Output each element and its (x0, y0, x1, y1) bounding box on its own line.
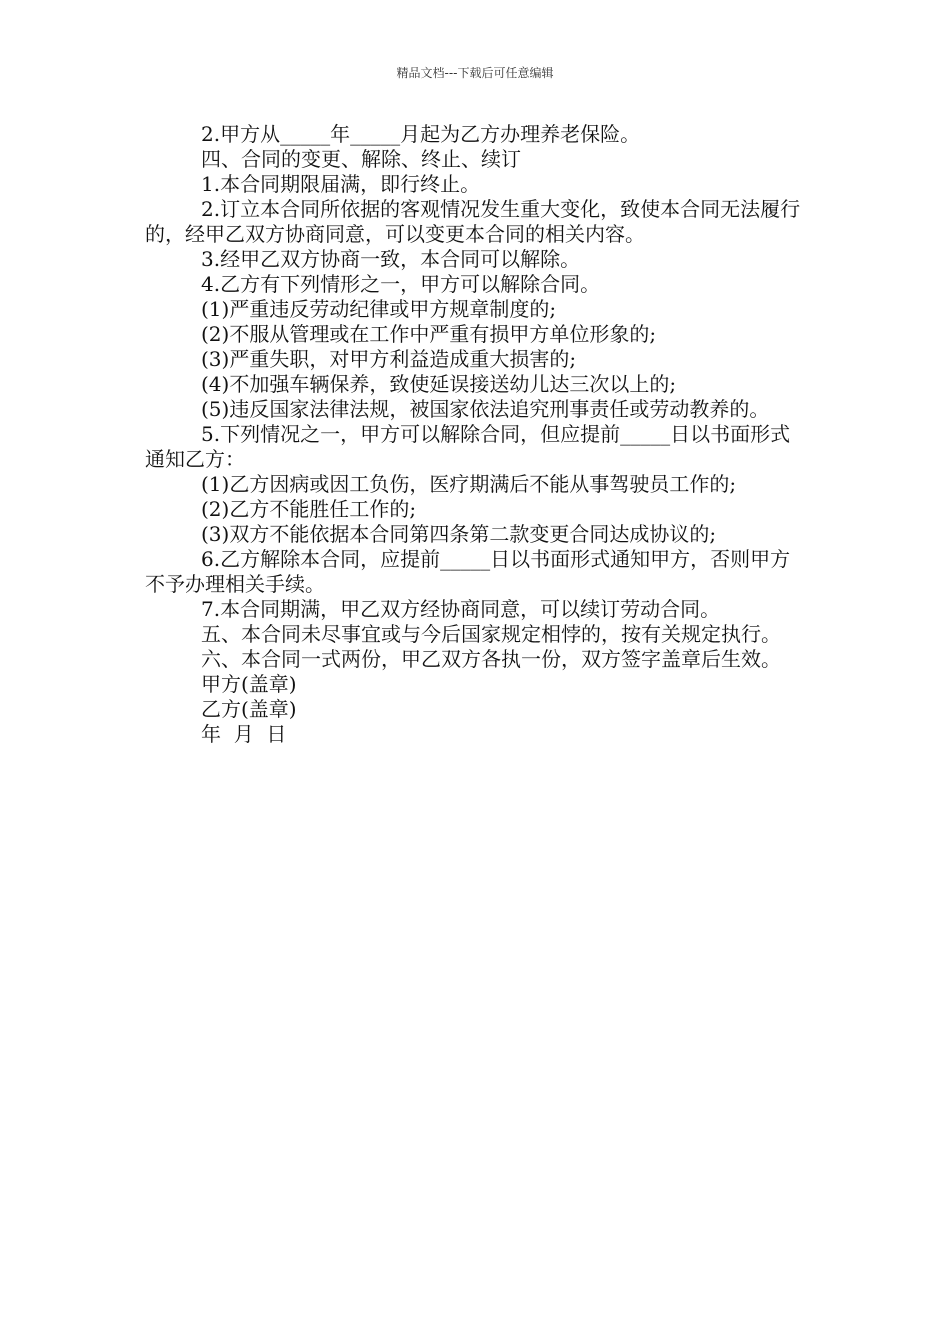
clause-4-5-item-3: (3)双方不能依据本合同第四条第二款变更合同达成协议的; (201, 522, 717, 546)
party-b-seal: 乙方(盖章) (201, 697, 297, 721)
party-a-seal: 甲方(盖章) (201, 672, 297, 696)
clause-4-5-item-2: (2)乙方不能胜任工作的; (201, 497, 417, 521)
clause-4-1: 1.本合同期限届满，即行终止。 (201, 172, 481, 196)
clause-4-5: 5.下列情况之一，甲方可以解除合同，但应提前_____日以书面形式通知乙方： (145, 422, 791, 471)
clause-4-5-item-1: (1)乙方因病或因工负伤，医疗期满后不能从事驾驶员工作的; (201, 472, 737, 496)
section-6: 六、本合同一式两份，甲乙双方各执一份，双方签字盖章后生效。 (201, 647, 781, 671)
section-4-heading: 四、合同的变更、解除、终止、续订 (201, 147, 521, 171)
clause-4-7: 7.本合同期满，甲乙双方经协商同意，可以续订劳动合同。 (201, 597, 721, 621)
signature-date: 年 月 日 (201, 722, 287, 746)
clause-4-4-item-2: (2)不服从管理或在工作中严重有损甲方单位形象的; (201, 322, 657, 346)
clause-4-6: 6.乙方解除本合同，应提前_____日以书面形式通知甲方，否则甲方不予办理相关手续。 (145, 547, 791, 596)
clause-4-2: 2.订立本合同所依据的客观情况发生重大变化，致使本合同无法履行的，经甲乙双方协商同意，可以变更本合同的相关内容。 (145, 197, 801, 246)
clause-3-2-pension: 2.甲方从_____年_____月起为乙方办理养老保险。 (201, 122, 641, 146)
clause-4-4-item-5: (5)违反国家法律法规，被国家依法追究刑事责任或劳动教养的。 (201, 397, 770, 421)
clause-4-4-item-4: (4)不加强车辆保养，致使延误接送幼儿达三次以上的; (201, 372, 677, 396)
section-5: 五、本合同未尽事宜或与今后国家规定相悖的，按有关规定执行。 (201, 622, 781, 646)
page-header: 精品文档---下载后可任意编辑 (396, 66, 554, 80)
document-body (145, 122, 805, 747)
clause-4-4-item-1: (1)严重违反劳动纪律或甲方规章制度的; (201, 297, 557, 321)
clause-4-3: 3.经甲乙双方协商一致，本合同可以解除。 (201, 247, 581, 271)
clause-4-4: 4.乙方有下列情形之一，甲方可以解除合同。 (201, 272, 601, 296)
clause-4-4-item-3: (3)严重失职，对甲方利益造成重大损害的; (201, 347, 577, 371)
